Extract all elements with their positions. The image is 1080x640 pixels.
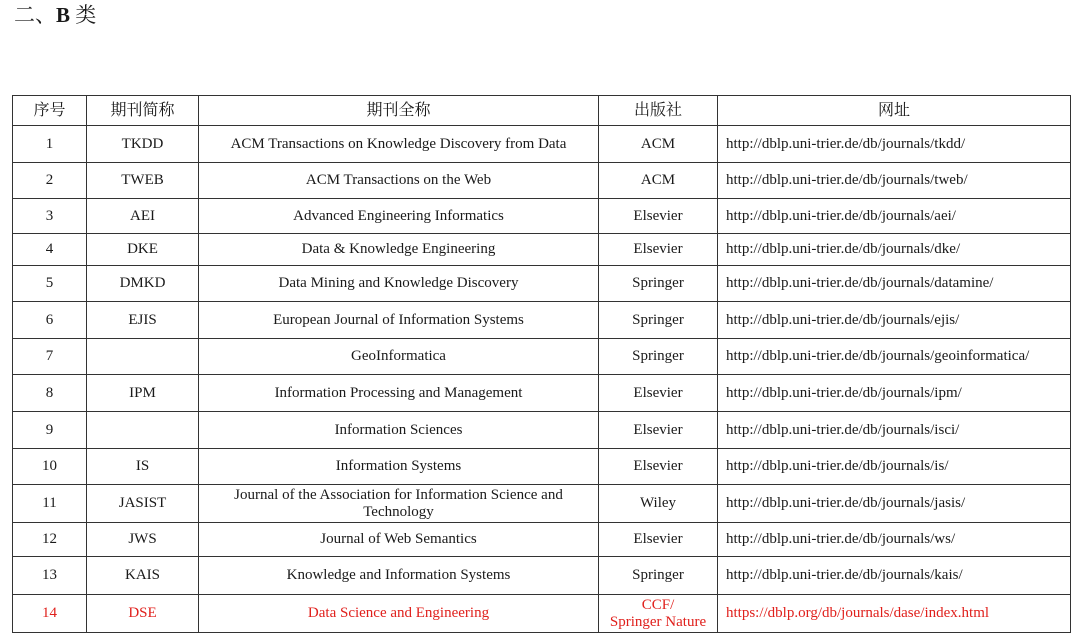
table-row: [13, 449, 1071, 485]
cell-name: Information Sciences: [199, 412, 599, 449]
cell-abbr: KAIS: [87, 557, 199, 595]
cell-name: Knowledge and Information Systems: [199, 557, 599, 595]
table-row: [13, 485, 1071, 523]
cell-publisher: ACM: [599, 126, 718, 163]
table-row: [13, 339, 1071, 375]
cell-name: GeoInformatica: [199, 339, 599, 375]
cell-name: Journal of the Association for Information Science and Technology: [199, 485, 599, 523]
cell-no: 11: [13, 485, 87, 523]
cell-url[interactable]: http://dblp.uni-trier.de/db/journals/tweb/: [718, 163, 1071, 199]
table-row: [13, 595, 1071, 633]
cell-publisher: Elsevier: [599, 375, 718, 412]
cell-no: 10: [13, 449, 87, 485]
cell-no: 6: [13, 302, 87, 339]
table-row: [13, 199, 1071, 234]
cell-publisher: Elsevier: [599, 523, 718, 557]
cell-abbr: AEI: [87, 199, 199, 234]
cell-publisher: Wiley: [599, 485, 718, 523]
table-row: [13, 302, 1071, 339]
cell-abbr: DSE: [87, 595, 199, 633]
column-header-publisher: 出版社: [599, 96, 718, 126]
table-row: [13, 234, 1071, 266]
cell-no: 1: [13, 126, 87, 163]
column-header-no: 序号: [13, 96, 87, 126]
cell-abbr: TWEB: [87, 163, 199, 199]
cell-abbr: [87, 339, 199, 375]
cell-publisher: Springer: [599, 302, 718, 339]
cell-no: 7: [13, 339, 87, 375]
cell-name: Journal of Web Semantics: [199, 523, 599, 557]
cell-url[interactable]: http://dblp.uni-trier.de/db/journals/ejis/: [718, 302, 1071, 339]
cell-publisher: Springer: [599, 557, 718, 595]
table-header-row: [13, 96, 1071, 126]
cell-no: 14: [13, 595, 87, 633]
heading-prefix: 二、: [14, 3, 56, 27]
cell-name: Data Science and Engineering: [199, 595, 599, 633]
cell-publisher: Elsevier: [599, 412, 718, 449]
cell-no: 2: [13, 163, 87, 199]
cell-no: 4: [13, 234, 87, 266]
column-header-url: 网址: [718, 96, 1071, 126]
cell-name: European Journal of Information Systems: [199, 302, 599, 339]
cell-abbr: [87, 412, 199, 449]
cell-abbr: JASIST: [87, 485, 199, 523]
section-heading: [14, 0, 96, 30]
cell-url[interactable]: https://dblp.org/db/journals/dase/index.html: [718, 595, 1071, 633]
table-row: [13, 375, 1071, 412]
cell-url[interactable]: http://dblp.uni-trier.de/db/journals/dke/: [718, 234, 1071, 266]
table-row: [13, 163, 1071, 199]
table-row: [13, 126, 1071, 163]
table-body: [13, 126, 1071, 633]
cell-publisher: ACM: [599, 163, 718, 199]
cell-url[interactable]: http://dblp.uni-trier.de/db/journals/kais/: [718, 557, 1071, 595]
table-row: [13, 523, 1071, 557]
cell-name: Data Mining and Knowledge Discovery: [199, 266, 599, 302]
table-row: [13, 412, 1071, 449]
cell-url[interactable]: http://dblp.uni-trier.de/db/journals/jasis/: [718, 485, 1071, 523]
cell-url[interactable]: http://dblp.uni-trier.de/db/journals/is/: [718, 449, 1071, 485]
column-header-abbr: 期刊简称: [87, 96, 199, 126]
cell-abbr: EJIS: [87, 302, 199, 339]
cell-abbr: DKE: [87, 234, 199, 266]
cell-url[interactable]: http://dblp.uni-trier.de/db/journals/isci/: [718, 412, 1071, 449]
cell-url[interactable]: http://dblp.uni-trier.de/db/journals/geoinformatica/: [718, 339, 1071, 375]
cell-no: 13: [13, 557, 87, 595]
table-row: [13, 557, 1071, 595]
cell-name: ACM Transactions on the Web: [199, 163, 599, 199]
cell-publisher: Elsevier: [599, 199, 718, 234]
cell-no: 5: [13, 266, 87, 302]
cell-publisher: CCF/ Springer Nature: [599, 595, 718, 633]
cell-publisher: Springer: [599, 339, 718, 375]
cell-url[interactable]: http://dblp.uni-trier.de/db/journals/ipm/: [718, 375, 1071, 412]
cell-name: Information Processing and Management: [199, 375, 599, 412]
cell-name: Information Systems: [199, 449, 599, 485]
cell-url[interactable]: http://dblp.uni-trier.de/db/journals/datamine/: [718, 266, 1071, 302]
cell-abbr: IPM: [87, 375, 199, 412]
cell-url[interactable]: http://dblp.uni-trier.de/db/journals/tkdd/: [718, 126, 1071, 163]
cell-no: 8: [13, 375, 87, 412]
cell-publisher: Elsevier: [599, 234, 718, 266]
cell-url[interactable]: http://dblp.uni-trier.de/db/journals/aei/: [718, 199, 1071, 234]
cell-publisher: Springer: [599, 266, 718, 302]
cell-abbr: TKDD: [87, 126, 199, 163]
cell-url[interactable]: http://dblp.uni-trier.de/db/journals/ws/: [718, 523, 1071, 557]
cell-name: Advanced Engineering Informatics: [199, 199, 599, 234]
cell-no: 12: [13, 523, 87, 557]
cell-name: Data & Knowledge Engineering: [199, 234, 599, 266]
table-row: [13, 266, 1071, 302]
column-header-name: 期刊全称: [199, 96, 599, 126]
cell-abbr: DMKD: [87, 266, 199, 302]
cell-publisher: Elsevier: [599, 449, 718, 485]
cell-abbr: IS: [87, 449, 199, 485]
cell-abbr: JWS: [87, 523, 199, 557]
journal-table: [12, 95, 1071, 633]
cell-name: ACM Transactions on Knowledge Discovery from Data: [199, 126, 599, 163]
heading-letter: B: [56, 3, 71, 27]
heading-suffix: 类: [70, 3, 97, 27]
cell-no: 3: [13, 199, 87, 234]
cell-no: 9: [13, 412, 87, 449]
